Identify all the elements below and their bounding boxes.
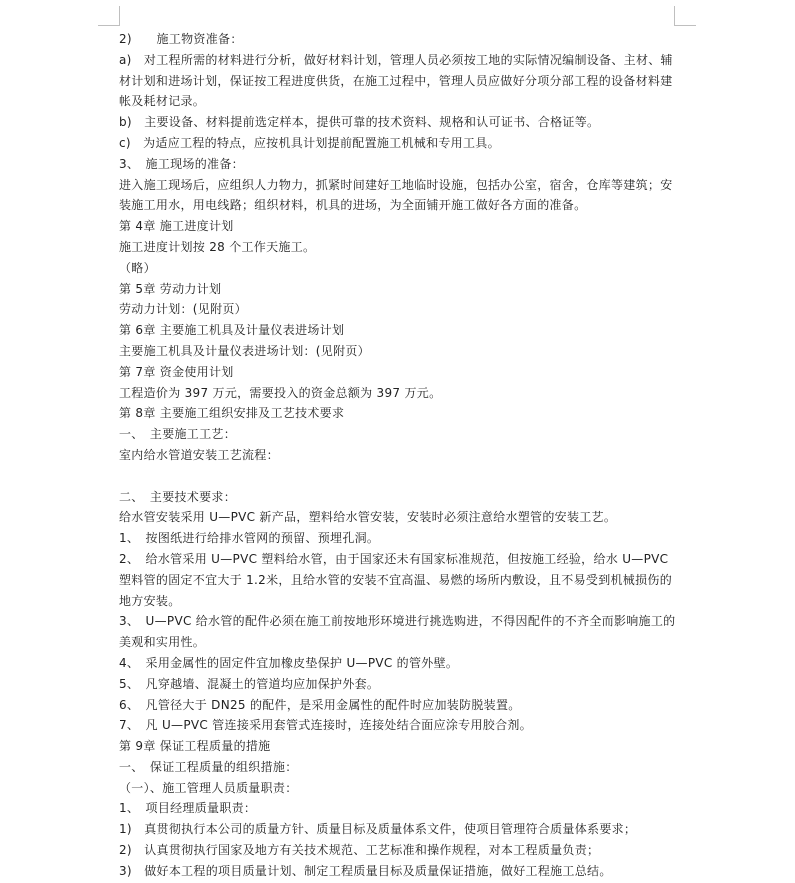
list-item: 1、 项目经理质量职责： bbox=[119, 801, 257, 816]
chapter-heading: 第 5章 劳动力计划 bbox=[119, 281, 222, 296]
paragraph: 劳动力计划：(见附页） bbox=[119, 302, 247, 317]
subsection-heading: 一、 保证工程质量的组织措施： bbox=[119, 759, 298, 774]
chapter-heading: 第 6章 主要施工机具及计量仪表进场计划 bbox=[119, 323, 345, 338]
list-item: 3) 做好本工程的项目质量计划、制定工程质量目标及质量保证措施，做好工程施工总结。 bbox=[119, 863, 612, 878]
paragraph: a) 对工程所需的材料进行分析，做好材料计划，管理人员必须按工地的实际情况编制设备、主材、辅材计划和进场计划，保证按工程进度供货，在施工过程中，管理人员应做好分项分部工程的设备材料建帐及耗材记录。 bbox=[119, 52, 673, 109]
crop-mark-top-right bbox=[674, 6, 675, 26]
subsection-heading: （一）、施工管理人员质量职责： bbox=[119, 780, 298, 795]
paragraph: c) 为适应工程的特点，应按机具计划提前配置施工机械和专用工具。 bbox=[119, 135, 500, 150]
list-item: 1) 真贯彻执行本公司的质量方针、质量目标及质量体系文件，使项目管理符合质量体系要求； bbox=[119, 822, 637, 837]
paragraph: 主要施工机具及计量仪表进场计划：(见附页） bbox=[119, 343, 370, 358]
chapter-heading: 第 4章 施工进度计划 bbox=[119, 219, 234, 234]
document-body bbox=[119, 29, 677, 882]
subsection-heading: 一、 主要施工工艺： bbox=[119, 427, 237, 442]
list-item: 2、 给水管采用 U—PVC 塑料给水管，由于国家还未有国家标准规范，但按施工经验，给水 U—PVC 塑料管的固定不宜大于 1.2米，且给水管的安装不宜高温、易燃的场所内敷设，且不易受到机械损伤的地方安装。 bbox=[119, 551, 673, 608]
paragraph: 室内给水管道安装工艺流程： bbox=[119, 447, 279, 462]
blank-line bbox=[119, 466, 677, 487]
list-item: 6、 凡管径大于 DN25 的配件，是采用金属性的配件时应加装防脱装置。 bbox=[119, 697, 521, 712]
paragraph: 给水管安装采用 U—PVC 新产品，塑料给水管安装，安装时必须注意给水塑管的安装工艺。 bbox=[119, 510, 617, 525]
chapter-heading: 第 9章 保证工程质量的措施 bbox=[119, 739, 271, 754]
subsection-heading: 3、 施工现场的准备： bbox=[119, 156, 244, 171]
paragraph: 工程造价为 397 万元，需要投入的资金总额为 397 万元。 bbox=[119, 385, 442, 400]
paragraph: （略） bbox=[119, 260, 156, 275]
crop-mark-top-right bbox=[675, 25, 696, 26]
subsection-heading: 2) 施工物资准备： bbox=[119, 32, 243, 46]
list-item: 4、 采用金属性的固定件宜加橡皮垫保护 U—PVC 的管外壁。 bbox=[119, 655, 459, 670]
crop-mark-top-left bbox=[98, 25, 119, 26]
list-item: 7、 凡 U—PVC 管连接采用套管式连接时，连接处结合面应涂专用胶合剂。 bbox=[119, 718, 532, 733]
chapter-heading: 第 7章 资金使用计划 bbox=[119, 364, 234, 379]
list-item: 1、 按图纸进行给排水管网的预留、预埋孔洞。 bbox=[119, 531, 380, 546]
list-item: 2) 认真贯彻执行国家及地方有关技术规范、工艺标准和操作规程，对本工程质量负责； bbox=[119, 843, 600, 858]
paragraph: 进入施工现场后，应组织人力物力，抓紧时间建好工地临时设施，包括办公室，宿舍，仓库等建筑；安装施工用水，用电线路；组织材料，机具的进场，为全面铺开施工做好各方面的准备。 bbox=[119, 177, 673, 213]
list-item: 5、 凡穿越墙、混凝土的管道均应加保护外套。 bbox=[119, 676, 380, 691]
paragraph: b) 主要设备、材料提前选定样本，提供可靠的技术资料、规格和认可证书、合格证等。 bbox=[119, 115, 600, 130]
paragraph: 施工进度计划按 28 个工作天施工。 bbox=[119, 239, 316, 254]
chapter-heading: 第 8章 主要施工组织安排及工艺技术要求 bbox=[119, 406, 345, 421]
subsection-heading: 二、 主要技术要求： bbox=[119, 489, 237, 504]
crop-mark-top-left bbox=[119, 6, 120, 26]
list-item: 3、 U—PVC 给水管的配件必须在施工前按地形环境进行挑选购进，不得因配件的不齐全而影响施工的美观和实用性。 bbox=[119, 614, 676, 650]
